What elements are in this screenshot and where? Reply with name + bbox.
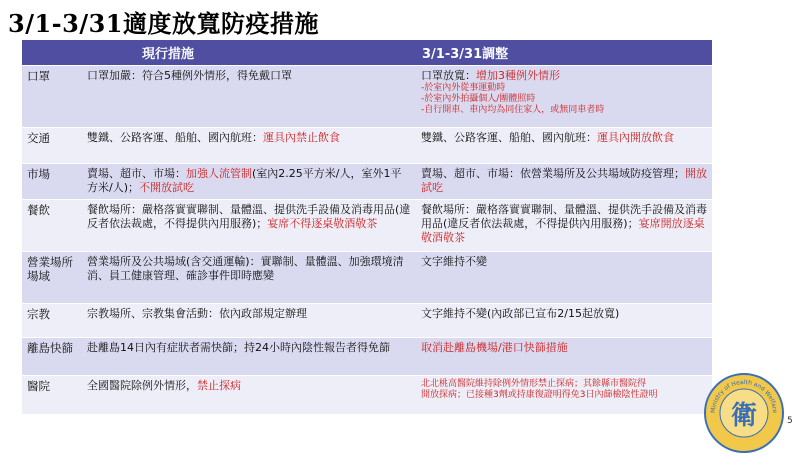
row-category: 宗教 — [22, 304, 82, 338]
row-current: 雙鐵、公路客運、船舶、國內航班：運具內禁止飲食 — [82, 128, 416, 164]
row-adjusted: 北北桃高醫院維持除例外情形禁止探病；其餘縣市醫院得 開放探病；已接種3劑或持康復證明得免3日內篩檢陰性證明 — [416, 376, 712, 414]
row-category: 醫院 — [22, 376, 82, 414]
row-adjusted: 文字維持不變 — [416, 252, 712, 304]
mask-note-1: -於室內外從事運動時 — [421, 83, 506, 93]
row-current: 餐飲場所：嚴格落實實聯制、量體溫、提供洗手設備及消毒用品(違反者依法裁處，不得提供內用服務)；宴席不得逐桌敬酒敬茶 — [82, 200, 416, 252]
row-adjusted: 口罩放寬：增加3種例外情形 -於室內外從事運動時 -於室內外拍攝個人/團體照時 -自行開車、車內均為同住家人，或無同車者時 — [416, 66, 712, 128]
row-current: 營業場所及公共場域(含交通運輸)：實聯制、量體溫、加強環境清消、員工健康管理、確診事件即時應變 — [82, 252, 416, 304]
row-category: 離島快篩 — [22, 338, 82, 376]
page-number: 5 — [787, 416, 793, 426]
mask-note-3: -自行開車、車內均為同住家人，或無同車者時 — [421, 105, 605, 115]
svg-text:衛: 衛 — [730, 401, 758, 431]
row-category: 口罩 — [22, 66, 82, 128]
table-row-dining — [22, 200, 712, 252]
table-row-island-screening — [22, 338, 712, 376]
table-row-religion — [22, 304, 712, 338]
row-current: 口罩加嚴：符合5種例外情形，得免戴口罩 — [82, 66, 416, 128]
row-category: 市場 — [22, 164, 82, 200]
row-current: 全國醫院除例外情形，禁止探病 — [82, 376, 416, 414]
slide-title: 3/1-3/31適度放寬防疫措施 — [8, 9, 319, 38]
row-adjusted: 雙鐵、公路客運、船舶、國內航班：運具內開放飲食 — [416, 128, 712, 164]
row-adjusted: 賣場、超市、市場：依營業場所及公共場域防疫管理；開放試吃 — [416, 164, 712, 200]
row-adjusted: 取消赴離島機場/港口快篩措施 — [416, 338, 712, 376]
ministry-logo — [703, 372, 785, 454]
row-current: 宗教場所、宗教集會活動：依內政部規定辦理 — [82, 304, 416, 338]
header-current-measures: 現行措施 — [82, 40, 416, 66]
measures-table — [22, 40, 712, 414]
row-category: 營業場所場域 — [22, 252, 82, 304]
row-current: 赴離島14日內有症狀者需快篩；持24小時內陰性報告者得免篩 — [82, 338, 416, 376]
row-adjusted: 文字維持不變(內政部已宣布2/15起放寬) — [416, 304, 712, 338]
row-current: 賣場、超市、市場：加強人流管制(室內2.25平方米/人，室外1平方米/人)；不開放試吃 — [82, 164, 416, 200]
mask-note-2: -於室內外拍攝個人/團體照時 — [421, 94, 536, 104]
table-row-hospital — [22, 376, 712, 414]
header-adjustments: 3/1-3/31調整 — [416, 40, 712, 66]
table-row-transport — [22, 128, 712, 164]
row-category: 餐飲 — [22, 200, 82, 252]
table-header-row — [22, 40, 712, 66]
header-category — [22, 40, 82, 66]
row-adjusted: 餐飲場所：嚴格落實實聯制、量體溫、提供洗手設備及消毒用品(違反者依法裁處，不得提供內用服務)；宴席開放逐桌敬酒敬茶 — [416, 200, 712, 252]
table-row-market — [22, 164, 712, 200]
row-category: 交通 — [22, 128, 82, 164]
table-row-business-venues — [22, 252, 712, 304]
table-row-mask — [22, 66, 712, 128]
svg-text:Ministry of Health and Welfare: Ministry of Health and Welfare — [709, 378, 779, 414]
